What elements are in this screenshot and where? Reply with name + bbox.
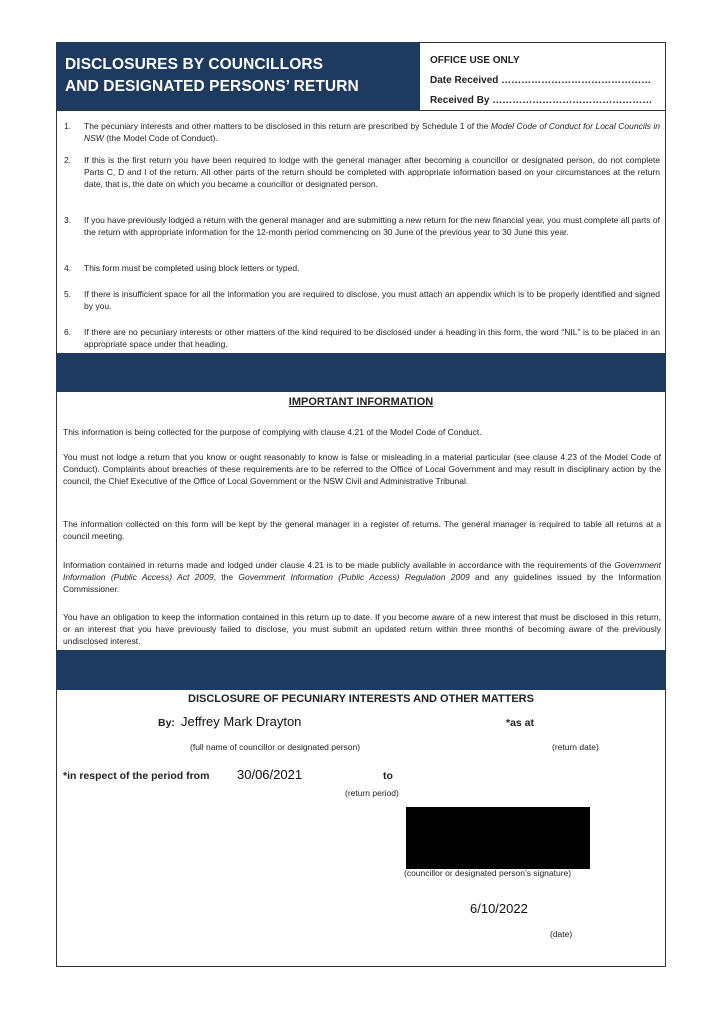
- divider: [56, 110, 666, 111]
- return-date-caption: (return date): [552, 742, 599, 752]
- instruction-item: [64, 288, 660, 312]
- disclosure-heading: DISCLOSURE OF PECUNIARY INTERESTS AND OTHER MATTERS: [188, 693, 534, 705]
- instruction-number: 1.: [64, 121, 72, 131]
- period-label: *in respect of the period from: [63, 770, 210, 782]
- important-paragraph-4: Information contained in returns made and lodged under clause 4.21 is to be made publicly available in accordance with the requirements of the Government Information (Public Access) Act 2009, the Government Information (Public Access) Regulation 2009 and any guidelines issued by the Information Commissioner.: [63, 560, 661, 594]
- date-caption: (date): [550, 929, 573, 939]
- return-period-caption: (return period): [345, 788, 399, 798]
- section-divider-band: [56, 353, 666, 392]
- instruction-text: If you have previously lodged a return with the general manager and are submitting a new return for the new financial year, you must complete all parts of the return with appropriate information for the 12-month period commencing on 30 June of the previous year to 30 June this year.: [84, 215, 660, 237]
- form-title-line2: AND DESIGNATED PERSONS’ RETURN: [65, 78, 359, 95]
- received-by-field: Received By …………………………………………: [430, 95, 653, 106]
- form-title-banner: [56, 42, 420, 110]
- instruction-number: 6.: [64, 327, 72, 337]
- instruction-number: 3.: [64, 215, 72, 225]
- signature-caption: (councillor or designated person’s signature): [404, 868, 572, 878]
- instruction-item: [64, 154, 660, 190]
- full-name-caption: (full name of councillor or designated person): [190, 742, 361, 752]
- instruction-number: 5.: [64, 289, 72, 299]
- instruction-item: [64, 120, 660, 144]
- office-use-label: OFFICE USE ONLY: [430, 55, 520, 66]
- form-title-line1: DISCLOSURES BY COUNCILLORS: [65, 56, 324, 73]
- by-label: By:: [158, 717, 175, 729]
- important-paragraph-1: This information is being collected for the purpose of complying with clause 4.21 of the Model Code of Conduct.: [63, 427, 482, 437]
- important-info-heading: IMPORTANT INFORMATION: [288, 396, 434, 408]
- instruction-text: If there are no pecuniary interests or other matters of the kind required to be disclosed under a heading in this form, the word “NIL” is to be placed in an appropriate space under that heading.: [84, 327, 660, 349]
- date-received-field: Date Received ………………………………………: [430, 75, 652, 86]
- redacted-signature: [406, 807, 590, 869]
- office-use-box: [420, 42, 666, 110]
- important-paragraph-3: The information collected on this form will be kept by the general manager in a register of returns. The general manager is required to table all returns at a council meeting.: [63, 519, 661, 541]
- period-to-label: to: [383, 770, 393, 782]
- period-from-value[interactable]: 30/06/2021: [237, 767, 303, 782]
- instruction-text: If there is insufficient space for all the information you are required to disclose, you must attach an appendix which is to be properly identified and signed by you.: [84, 289, 660, 311]
- section-divider-band: [56, 650, 666, 690]
- instruction-text: This form must be completed using block letters or typed.: [84, 263, 300, 273]
- instruction-item: [64, 214, 660, 238]
- date-value[interactable]: 6/10/2022: [470, 901, 528, 916]
- instruction-number: 2.: [64, 155, 72, 165]
- full-name-value[interactable]: Jeffrey Mark Drayton: [181, 714, 302, 729]
- instruction-number: 4.: [64, 263, 72, 273]
- instruction-text: If this is the first return you have been required to lodge with the general manager after becoming a councillor or designated person, do not complete Parts C, D and I of the return. All other parts of the return should be completed with appropriate information based on your circumstances at the return date, that is, the date on which you became a councillor or designated person.: [84, 155, 660, 189]
- as-at-label: *as at: [506, 717, 535, 729]
- instruction-item: [64, 262, 660, 274]
- instruction-text: The pecuniary interests and other matters to be disclosed in this return are prescribed by Schedule 1 of the Model Code of Conduct for Local Councils in NSW (the Model Code of Conduct).: [84, 121, 660, 143]
- important-paragraph-2: You must not lodge a return that you know or ought reasonably to know is false or misleading in a material particular (see clause 4.23 of the Model Code of Conduct). Complaints about breaches of these requirements are to be referred to the Office of Local Government and may result in disciplinary action by the council, the Chief Executive of the Office of Local Government or the NSW Civil and Administrative Tribunal.: [63, 452, 661, 486]
- important-paragraph-5: You have an obligation to keep the information contained in this return up to date. If you become aware of a new interest that must be disclosed in this return, or an interest that you have previously failed to disclose, you must submit an updated return within three months of becoming aware of the previously undisclosed interest.: [63, 612, 661, 646]
- instruction-item: [64, 326, 660, 350]
